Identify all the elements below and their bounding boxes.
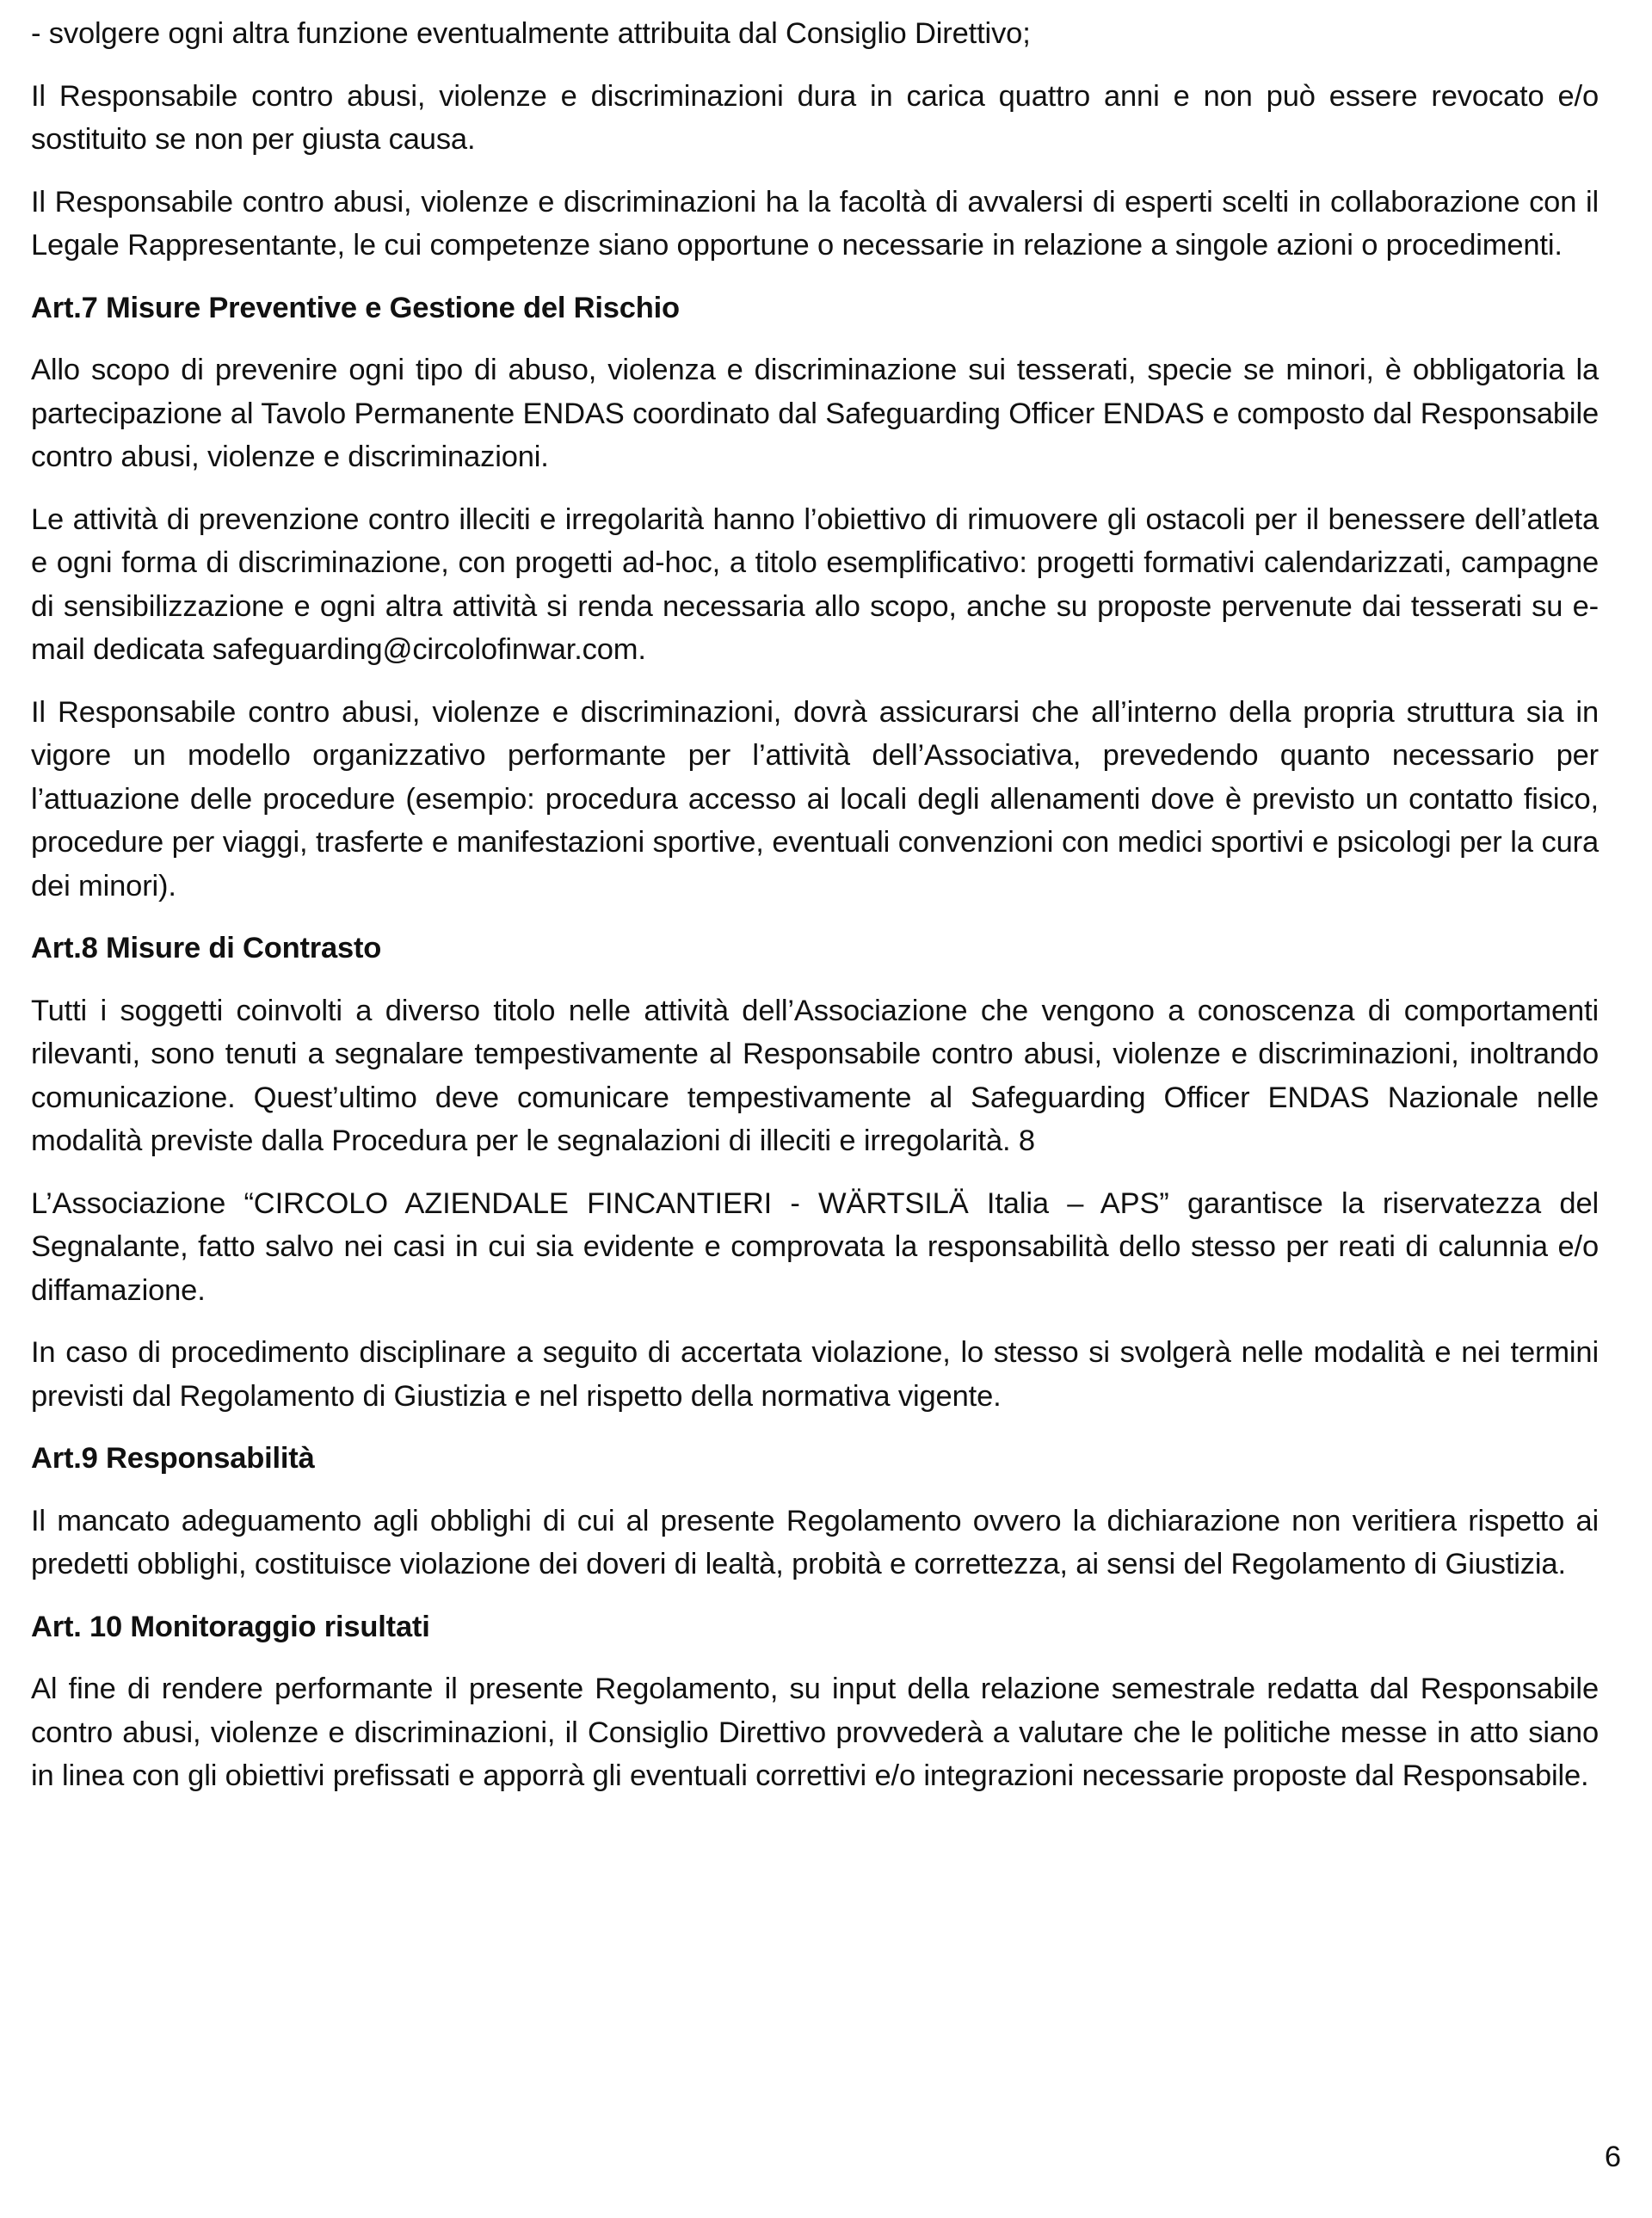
- paragraph-reporting-duty: Tutti i soggetti coinvolti a diverso titolo nelle attività dell’Associazione che vengono a conoscenza di comportamenti rilevanti, sono tenuti a segnalare tempestivamente al Responsabile contro abusi, violenze e discriminazioni, inoltrando comunicazione. Quest’ultimo deve comunicare tempestivamente al Safeguarding Officer ENDAS Nazionale nelle modalità previste dalla Procedura per le segnalazioni di illeciti e irregolarità. 8: [31, 994, 1599, 1157]
- heading-art-10: Art. 10 Monitoraggio risultati: [31, 1610, 430, 1643]
- paragraph-prevention-table: Allo scopo di prevenire ogni tipo di abuso, violenza e discriminazione sui tesserati, specie se minori, è obbligatoria la partecipazione al Tavolo Permanente ENDAS coordinato dal Safeguarding Officer ENDAS e composto dal Responsabile contro abusi, violenze e discriminazioni.: [31, 354, 1599, 473]
- page-number: 6: [1604, 2141, 1621, 2173]
- paragraph-monitoring: Al fine di rendere performante il presente Regolamento, su input della relazione semestrale redatta dal Responsabile contro abusi, violenze e discriminazioni, il Consiglio Direttivo provvederà a valutare che le politiche messe in atto siano in linea con gli obiettivi prefissati e apporrà gli eventuali correttivi e/o integrazioni necessarie proposte dal Responsabile.: [31, 1673, 1599, 1792]
- heading-art-8: Art.8 Misure di Contrasto: [31, 932, 382, 964]
- heading-art-9: Art.9 Responsabilità: [31, 1442, 315, 1475]
- paragraph-term-of-office: Il Responsabile contro abusi, violenze e discriminazioni dura in carica quattro anni e non può essere revocato e/o sostituito se non per giusta causa.: [31, 79, 1599, 156]
- paragraph-disciplinary-procedure: In caso di procedimento disciplinare a seguito di accertata violazione, lo stesso si svolgerà nelle modalità e nei termini previsti dal Regolamento di Giustizia e nel rispetto della normativa vigente.: [31, 1336, 1599, 1413]
- paragraph-organizational-model: Il Responsabile contro abusi, violenze e discriminazioni, dovrà assicurarsi che all’interno della propria struttura sia in vigore un modello organizzativo performante per l’attività dell’Associativa, prevedendo quanto necessario per l’attuazione delle procedure (esempio: procedura accesso ai locali degli allenamenti dove è previsto un contatto fisico, procedure per viaggi, trasferte e manifestazioni sportive, eventuali convenzioni con medici sportivi e psicologi per la cura dei minori).: [31, 695, 1599, 903]
- paragraph-confidentiality: L’Associazione “CIRCOLO AZIENDALE FINCANTIERI - WÄRTSILÄ Italia – APS” garantisce la riservatezza del Segnalante, fatto salvo nei casi in cui sia evidente e comprovata la responsabilità dello stesso per reati di calunnia e/o diffamazione.: [31, 1186, 1599, 1307]
- heading-art-7: Art.7 Misure Preventive e Gestione del Rischio: [31, 291, 680, 324]
- paragraph-responsibility: Il mancato adeguamento agli obblighi di cui al presente Regolamento ovvero la dichiarazione non veritiera rispetto ai predetti obblighi, costituisce violazione dei doveri di lealtà, probità e correttezza, ai sensi del Regolamento di Giustizia.: [31, 1504, 1599, 1580]
- paragraph-experts: Il Responsabile contro abusi, violenze e discriminazioni ha la facoltà di avvalersi di esperti scelti in collaborazione con il Legale Rappresentante, le cui competenze siano opportune o necessarie in relazione a singole azioni o procedimenti.: [31, 185, 1599, 262]
- paragraph-duties-item: - svolgere ogni altra funzione eventualmente attribuita dal Consiglio Direttivo;: [31, 17, 1031, 50]
- paragraph-prevention-activities: Le attività di prevenzione contro illeciti e irregolarità hanno l’obiettivo di rimuovere gli ostacoli per il benessere dell’atleta e ogni forma di discriminazione, con progetti ad-hoc, a titolo esemplificativo: progetti formativi calendarizzati, campagne di sensibilizzazione e ogni altra attività si renda necessaria allo scopo, anche su proposte pervenute dai tesserati su e-mail dedicata safeguarding@circolofinwar.com.: [31, 502, 1599, 666]
- document-page: [31, 12, 1599, 1817]
